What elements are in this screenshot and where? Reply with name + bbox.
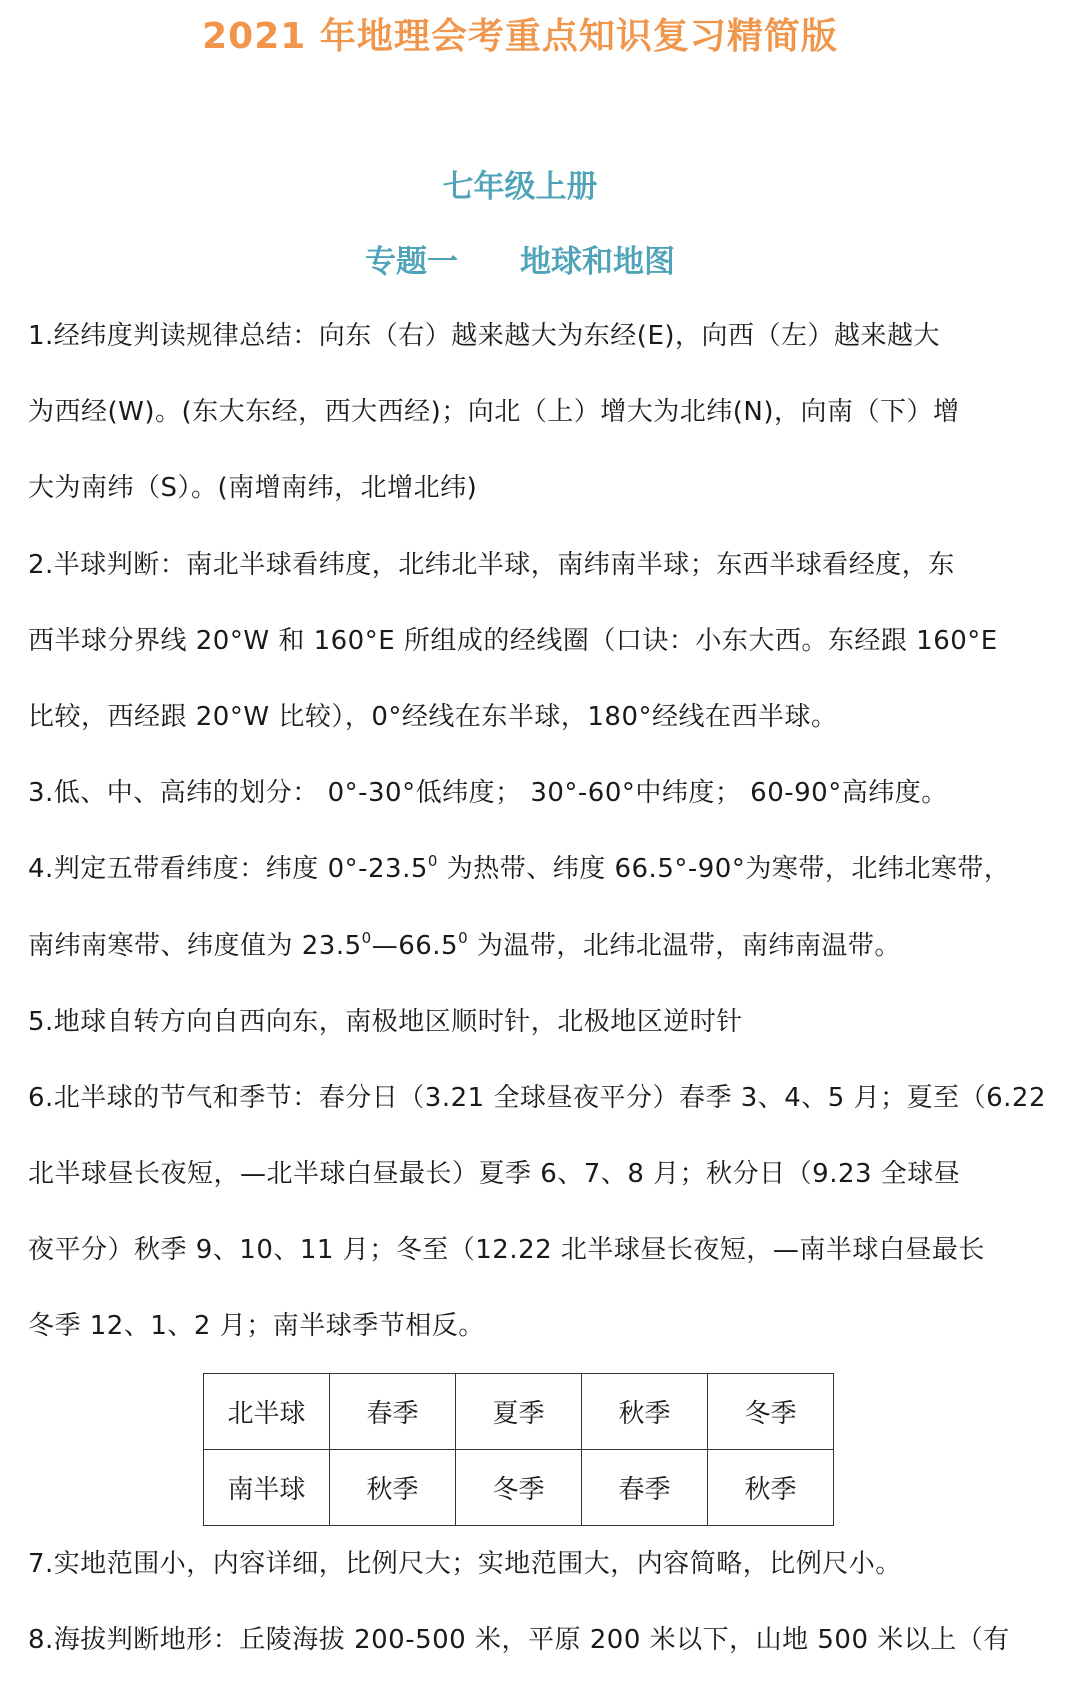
table-cell: 秋季 [330,1450,456,1526]
table-cell: 秋季 [708,1450,834,1526]
text-segment: 南纬南寒带、纬度值为 23.5 [28,930,362,961]
text-line: 7.实地范围小，内容详细，比例尺大；实地范围大，内容简略，比例尺小。 [28,1549,902,1579]
content-after-table [28,1546,1078,1698]
topic-heading: 专题一 地球和地图 [365,244,675,280]
text-line: 2.半球判断：南北半球看纬度，北纬北半球，南纬南半球；东西半球看经度，东 [28,549,955,580]
text-line: 5.地球自转方向自西向东，南极地区顺时针，北极地区逆时针 [28,1006,743,1037]
table-cell: 夏季 [456,1374,582,1450]
table-cell: 春季 [330,1374,456,1450]
grade-heading: 七年级上册 [442,169,598,205]
text-line: 比较，西经跟 20°W 比较），0°经线在东半球，180°经线在西半球。 [28,701,838,732]
table-cell: 春季 [582,1450,708,1526]
table-cell: 秋季 [582,1374,708,1450]
text-line-zones [28,851,1058,927]
season-table [203,1373,834,1526]
superscript: 0 [361,928,372,947]
text-line: 夜平分）秋季 9、10、11 月；冬至（12.22 北半球昼长夜短，—南半球白昼最长 [28,1235,985,1266]
table-cell: 冬季 [708,1374,834,1450]
text-line: 3.低、中、高纬的划分： 0°-30°低纬度； 30°-60°中纬度； 60-90°高纬度。 [28,778,948,809]
main-content [28,318,1058,1385]
table-cell: 冬季 [456,1450,582,1526]
table-row-south [204,1450,834,1526]
text-line-temperate [28,928,1058,1004]
text-segment: 为温带，北纬北温带，南纬南温带。 [468,930,901,961]
text-segment: —66.5 [371,930,459,961]
text-line: 冬季 12、1、2 月；南半球季节相反。 [28,1311,485,1342]
text-line: 大为南纬（S）。(南增南纬，北增北纬) [28,473,478,504]
table-cell: 南半球 [204,1450,330,1526]
superscript: 0 [458,928,469,947]
text-line: 西半球分界线 20°W 和 160°E 所组成的经线圈（口诀：小东大西。东经跟 160°E [28,625,998,656]
table-cell: 北半球 [204,1374,330,1450]
text-line: 北半球昼长夜短，—北半球白昼最长）夏季 6、7、8 月；秋分日（9.23 全球昼 [28,1159,961,1190]
text-line: 为西经(W)。(东大东经，西大西经)；向北（上）增大为北纬(N)，向南（下）增 [28,397,960,428]
superscript: 0 [427,852,438,871]
text-line: 6.北半球的节气和季节：春分日（3.21 全球昼夜平分）春季 3、4、5 月；夏至（6.22 [28,1082,1047,1113]
text-segment: 为热带、纬度 66.5°-90°为寒带，北纬北寒带， [437,854,1011,885]
text-line: 8.海拔判断地形：丘陵海拔 200-500 米，平原 200 米以下，山地 500 米以上（有 [28,1625,1010,1656]
document-title: 2021 年地理会考重点知识复习精简版 [202,16,838,57]
text-segment: 4.判定五带看纬度：纬度 0°-23.5 [28,854,428,885]
table-row-north [204,1374,834,1450]
text-line: 1.经纬度判读规律总结：向东（右）越来越大为东经(E)，向西（左）越来越大 [28,321,941,351]
